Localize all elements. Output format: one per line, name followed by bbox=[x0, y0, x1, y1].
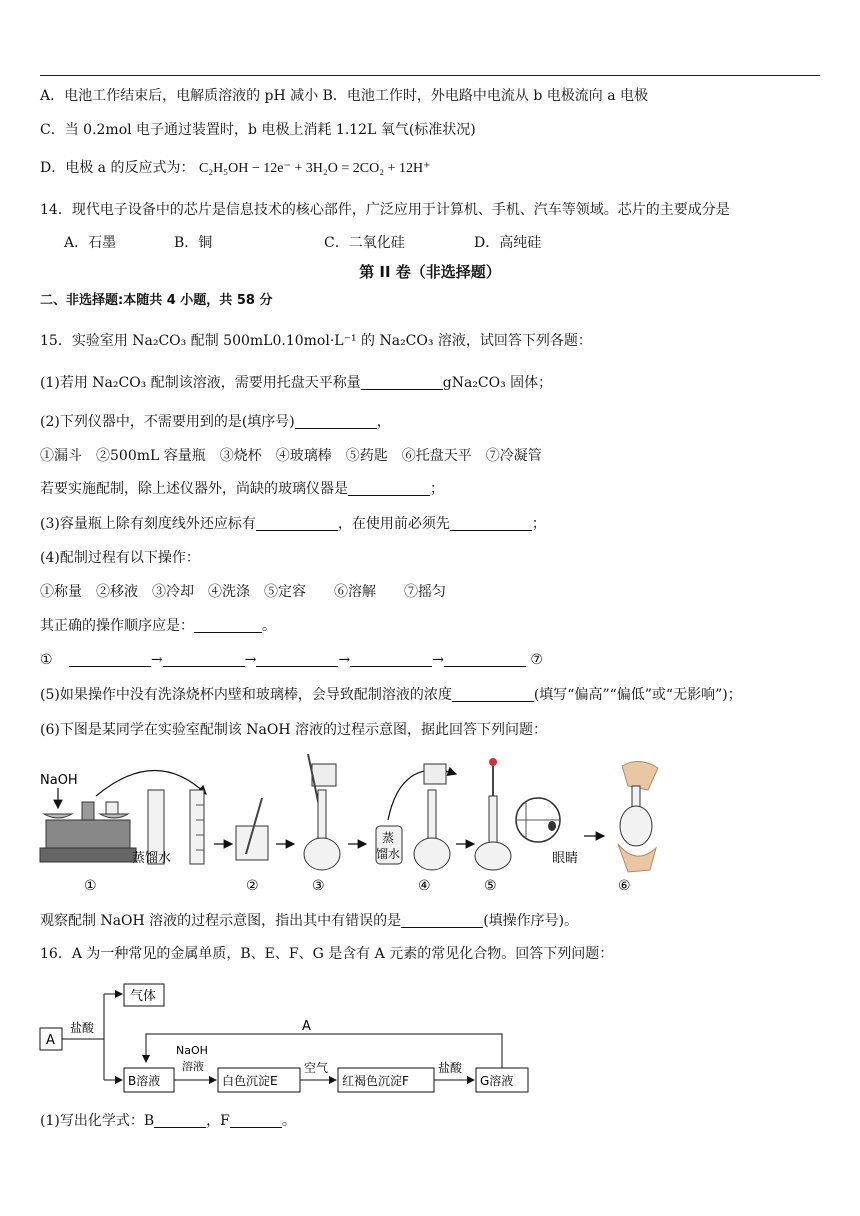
q15-part1-text: (1)若用 Na₂CO₃ 配制该溶液，需要用托盘天平称量 bbox=[40, 375, 361, 391]
answer-blank[interactable] bbox=[194, 617, 262, 633]
step-6-number: ⑥ bbox=[618, 878, 631, 894]
q15-part6: (6)下图是某同学在实验室配制该 NaOH 溶液的过程示意图，据此回答下列问题： bbox=[40, 722, 548, 738]
answer-blank[interactable] bbox=[361, 374, 443, 390]
q13-option-c: C．当 0.2mol 电子通过装置时，b 电极上消耗 1.12L 氧气(标准状况) bbox=[40, 122, 476, 138]
q14-option-b: B．铜 bbox=[174, 235, 213, 251]
answer-blank[interactable] bbox=[256, 651, 338, 667]
q15-observe bbox=[40, 911, 578, 931]
sequence-start: ① bbox=[40, 652, 53, 668]
answer-blank[interactable] bbox=[230, 1112, 282, 1128]
q14-option-c: C．二氧化硅 bbox=[324, 235, 405, 251]
q15-missing-semicolon: ； bbox=[430, 481, 444, 497]
arrow: → bbox=[338, 652, 351, 668]
header-rule bbox=[40, 75, 820, 76]
answer-blank[interactable] bbox=[452, 686, 534, 702]
water-label: 蒸馏水 bbox=[132, 851, 172, 866]
q15-order-text: 其正确的操作顺序应是： bbox=[40, 618, 194, 634]
q15-part2 bbox=[40, 412, 391, 432]
q14-stem: 14．现代电子设备中的芯片是信息技术的核心部件，广泛应用于计算机、手机、汽车等领域。芯片的主要成分是 bbox=[40, 202, 730, 218]
q15-part1 bbox=[40, 373, 552, 393]
q16-stem: 16．A 为一种常见的金属单质，B、E、F、G 是含有 A 元素的常见化合物。回答下列问题： bbox=[40, 946, 614, 962]
part2-title: 第 II 卷（非选择题） bbox=[359, 263, 501, 281]
q13-option-d-prefix: D．电极 a 的反应式为： bbox=[40, 160, 195, 176]
arrow: → bbox=[432, 652, 444, 668]
q15-part3 bbox=[40, 514, 546, 534]
step6-shake-icon bbox=[618, 761, 658, 872]
step-3-number: ③ bbox=[312, 878, 325, 894]
answer-blank[interactable] bbox=[295, 413, 377, 429]
box-g-label: G溶液 bbox=[480, 1074, 514, 1088]
step3-flask-icon bbox=[304, 754, 340, 870]
q15-stem: 15．实验室用 Na₂CO₃ 配制 500mL0.10mol·L⁻¹ 的 Na₂CO₃ 溶液，试回答下列各题： bbox=[40, 333, 592, 349]
water-bottle-label-2: 馏水 bbox=[376, 847, 401, 861]
box-b-label: B溶液 bbox=[128, 1074, 161, 1088]
answer-blank[interactable] bbox=[163, 651, 245, 667]
q15-part4: (4)配制过程有以下操作： bbox=[40, 550, 200, 566]
q15-part3-text: (3)容量瓶上除有刻度线外还应标有 bbox=[40, 516, 256, 532]
q15-part3-text2: ，在使用前必须先 bbox=[337, 516, 450, 532]
q16-part1-text: (1)写出化学式：B bbox=[40, 1113, 155, 1129]
q13-option-ab: A．电池工作结束后，电解质溶液的 pH 减小 B．电池工作时，外电路中电流从 b 电极流向 a 电极 bbox=[40, 88, 649, 104]
q15-part5-text: (5)如果操作中没有洗涤烧杯内壁和玻璃棒，会导致配制溶液的浓度 bbox=[40, 687, 452, 703]
step-2-number: ② bbox=[246, 878, 259, 894]
q15-missing-text: 若要实施配制，除上述仪器外，尚缺的玻璃仪器是 bbox=[40, 481, 348, 497]
q13-option-d-formula: C₂H₅OH − 12e⁻ + 3H₂O = 2CO₂ + 12H⁺ bbox=[198, 161, 431, 176]
q15-observe-text: 观察配制 NaOH 溶液的过程示意图，指出其中有错误的是 bbox=[40, 913, 402, 929]
air-label: 空气 bbox=[304, 1061, 329, 1075]
q15-missing-glassware bbox=[40, 479, 444, 499]
return-arrow-label: A bbox=[302, 1019, 311, 1034]
box-gas-label: 气体 bbox=[130, 989, 157, 1004]
q15-sequence bbox=[40, 650, 543, 670]
water-bottle-label-1: 蒸 bbox=[382, 831, 395, 845]
answer-blank[interactable] bbox=[69, 651, 151, 667]
reaction-flow-diagram bbox=[36, 976, 536, 1100]
naoh-label-1: NaOH bbox=[176, 1044, 208, 1057]
q15-observe-hint: (填操作序号)。 bbox=[483, 913, 579, 929]
q15-order-period: 。 bbox=[262, 618, 276, 634]
q15-part2-comma: ， bbox=[376, 414, 391, 430]
q15-instruments: ①漏斗 ②500mL 容量瓶 ③烧杯 ④玻璃棒 ⑤药匙 ⑥托盘天平 ⑦冷凝管 bbox=[40, 448, 542, 464]
answer-blank[interactable] bbox=[450, 515, 532, 531]
arrow: → bbox=[244, 652, 257, 668]
hcl-label-1: 盐酸 bbox=[70, 1021, 95, 1035]
sequence-end: ⑦ bbox=[530, 652, 543, 668]
box-f-label: 红褐色沉淀F bbox=[342, 1074, 409, 1088]
q16-part1-text2: ，F bbox=[206, 1113, 230, 1129]
q13-option-d bbox=[40, 158, 430, 179]
box-a-label: A bbox=[46, 1033, 55, 1048]
hcl-label-2: 盐酸 bbox=[438, 1061, 463, 1075]
step4-wash-icon bbox=[376, 764, 456, 870]
q15-part2-text: (2)下列仪器中，不需要用到的是(填序号) bbox=[40, 414, 295, 430]
q15-part5-hint: (填写“偏高”“偏低”或“无影响”)； bbox=[533, 687, 742, 703]
q15-part3-semicolon: ； bbox=[531, 516, 546, 532]
step2-beaker-icon bbox=[236, 798, 268, 860]
graduated-cylinder-icon bbox=[132, 790, 204, 866]
step-1-number: ① bbox=[84, 878, 97, 894]
answer-blank[interactable] bbox=[154, 1112, 206, 1128]
step-4-number: ④ bbox=[418, 878, 431, 894]
step1-balance-icon bbox=[40, 773, 136, 862]
box-e-label: 白色沉淀E bbox=[222, 1074, 278, 1088]
answer-blank[interactable] bbox=[256, 515, 338, 531]
step-5-number: ⑤ bbox=[484, 878, 497, 894]
q14-option-d: D．高纯硅 bbox=[474, 235, 542, 251]
part2-heading: 二、非选择题:本随共 4 小题，共 58 分 bbox=[40, 293, 273, 308]
eye-label: 眼睛 bbox=[552, 851, 579, 866]
answer-blank[interactable] bbox=[350, 651, 432, 667]
q14-options bbox=[64, 233, 541, 253]
q15-part5 bbox=[40, 685, 742, 705]
answer-blank[interactable] bbox=[401, 912, 483, 928]
q15-operations: ①称量 ②移液 ③冷却 ④洗涤 ⑤定容 ⑥溶解 ⑦摇匀 bbox=[40, 584, 446, 600]
solution-prep-figure bbox=[36, 750, 676, 900]
step5-dropper-icon bbox=[475, 758, 511, 870]
q16-part1-period: 。 bbox=[281, 1113, 296, 1129]
answer-blank[interactable] bbox=[348, 480, 430, 496]
magnifier-eye-icon bbox=[516, 798, 578, 866]
q15-part1-unit: gNa₂CO₃ 固体； bbox=[442, 375, 553, 391]
answer-blank[interactable] bbox=[444, 651, 526, 667]
q15-order bbox=[40, 616, 276, 636]
naoh-label: NaOH bbox=[40, 773, 78, 788]
arrow: → bbox=[151, 652, 163, 668]
q14-option-a: A．石墨 bbox=[64, 235, 117, 251]
naoh-label-2: 溶液 bbox=[182, 1060, 204, 1073]
q16-part1 bbox=[40, 1111, 296, 1131]
